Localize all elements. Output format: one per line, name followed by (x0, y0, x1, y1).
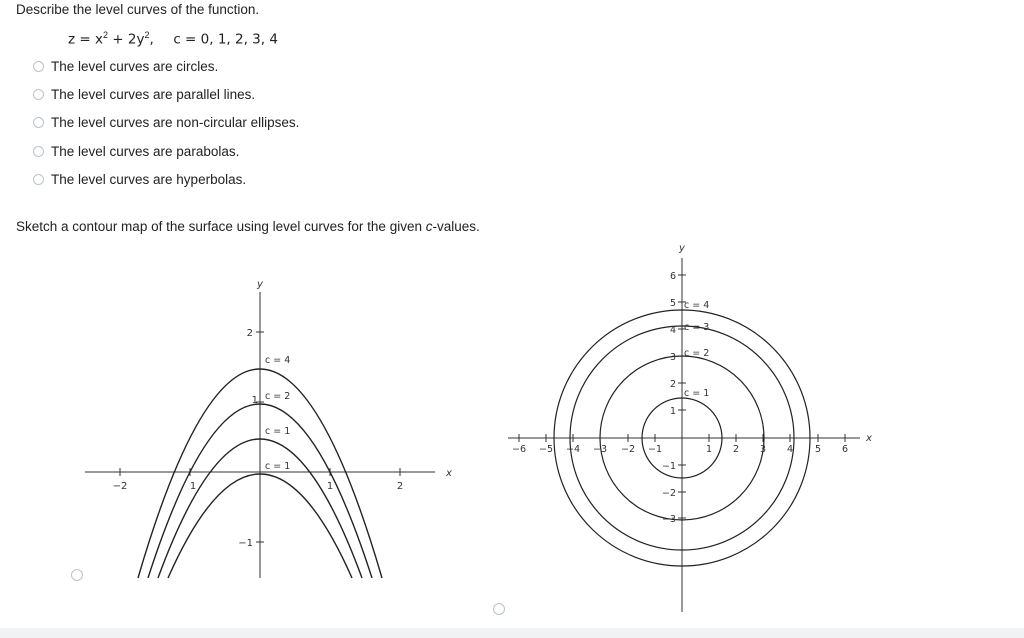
graph-b-option[interactable] (493, 600, 512, 618)
option-label: The level curves are non-circular ellipses. (51, 114, 300, 130)
y-tick-label: 2 (669, 379, 676, 390)
radio-button[interactable] (33, 61, 44, 72)
c-values: c = 0, 1, 2, 3, 4 (173, 31, 278, 48)
sketch-prompt-pre: Sketch a contour map of the surface using level curves for the given (16, 219, 426, 234)
x-tick-label: −2 (112, 481, 128, 492)
radio-button[interactable] (33, 174, 44, 185)
curve-label: c = 1 (265, 426, 291, 437)
equation-exponent-1: 2 (102, 30, 108, 40)
question-prompt: Describe the level curves of the function. (16, 2, 260, 17)
x-tick-label: 6 (841, 444, 849, 455)
x-axis-label: x (446, 468, 452, 479)
graph-a-option[interactable] (71, 566, 90, 584)
option-non-circular-ellipses[interactable] (33, 113, 299, 131)
equation-comma: , (149, 31, 154, 48)
y-tick-label: −3 (661, 514, 676, 525)
option-parallel-lines[interactable] (33, 85, 255, 103)
option-label: The level curves are parallel lines. (51, 86, 256, 102)
option-circles[interactable] (33, 57, 218, 75)
y-tick-label: −1 (238, 538, 253, 549)
y-tick-label: 2 (246, 328, 253, 339)
equation-exponent-2: 2 (144, 30, 150, 40)
x-tick-label: 1 (326, 481, 334, 492)
x-tick-label: −3 (592, 444, 608, 455)
sketch-prompt-post: -values. (432, 219, 480, 234)
y-tick-label: 5 (669, 298, 676, 309)
x-tick-label: 1 (189, 481, 197, 492)
option-parabolas[interactable] (33, 142, 239, 160)
x-tick-label: −6 (511, 444, 527, 455)
graph-a-parabolas (80, 270, 460, 585)
curve-label: c = 4 (265, 355, 291, 366)
x-tick-label: −4 (565, 444, 581, 455)
equation-mid: + 2y (108, 31, 145, 48)
y-tick-label: −2 (661, 488, 676, 499)
x-tick-label: 2 (396, 481, 404, 492)
y-axis-label: y (257, 279, 263, 290)
y-tick-label: −1 (661, 461, 676, 472)
curve-label: c = 4 (684, 300, 710, 311)
curve-label: c = 1 (684, 388, 710, 399)
radio-button[interactable] (493, 603, 505, 615)
y-axis-label: y (679, 243, 685, 254)
curve-label: c = 3 (684, 322, 710, 333)
graph-b-circles (500, 238, 880, 616)
function-equation (68, 30, 278, 48)
option-label: The level curves are hyperbolas. (51, 171, 247, 187)
sketch-prompt-var: c (425, 219, 433, 234)
curve-label: c = 2 (265, 391, 291, 402)
radio-button[interactable] (33, 146, 44, 157)
x-tick-label: 5 (814, 444, 822, 455)
x-tick-label: −1 (647, 444, 663, 455)
curve-label: c = 1 (265, 461, 291, 472)
y-tick-label: 6 (669, 271, 676, 282)
x-axis-label: x (866, 433, 872, 444)
curve-label: c = 2 (684, 348, 710, 359)
radio-button[interactable] (71, 569, 83, 581)
y-tick-label: 3 (669, 352, 676, 363)
option-hyperbolas[interactable] (33, 170, 246, 188)
equation-lhs: z = x (68, 31, 103, 48)
radio-button[interactable] (33, 117, 44, 128)
x-tick-label: 3 (759, 444, 767, 455)
x-tick-label: 1 (705, 444, 713, 455)
y-tick-label: 1 (669, 406, 676, 417)
option-label: The level curves are circles. (51, 58, 219, 74)
x-tick-label: 4 (786, 444, 794, 455)
x-tick-label: −5 (538, 444, 554, 455)
radio-button[interactable] (33, 89, 44, 100)
option-label: The level curves are parabolas. (51, 143, 240, 159)
x-tick-label: −2 (620, 444, 636, 455)
sketch-prompt (16, 219, 480, 234)
x-tick-label: 2 (732, 444, 740, 455)
y-tick-label: 1 (251, 395, 258, 406)
page-footer-strip (0, 628, 1024, 638)
y-tick-label: 4 (669, 325, 676, 336)
